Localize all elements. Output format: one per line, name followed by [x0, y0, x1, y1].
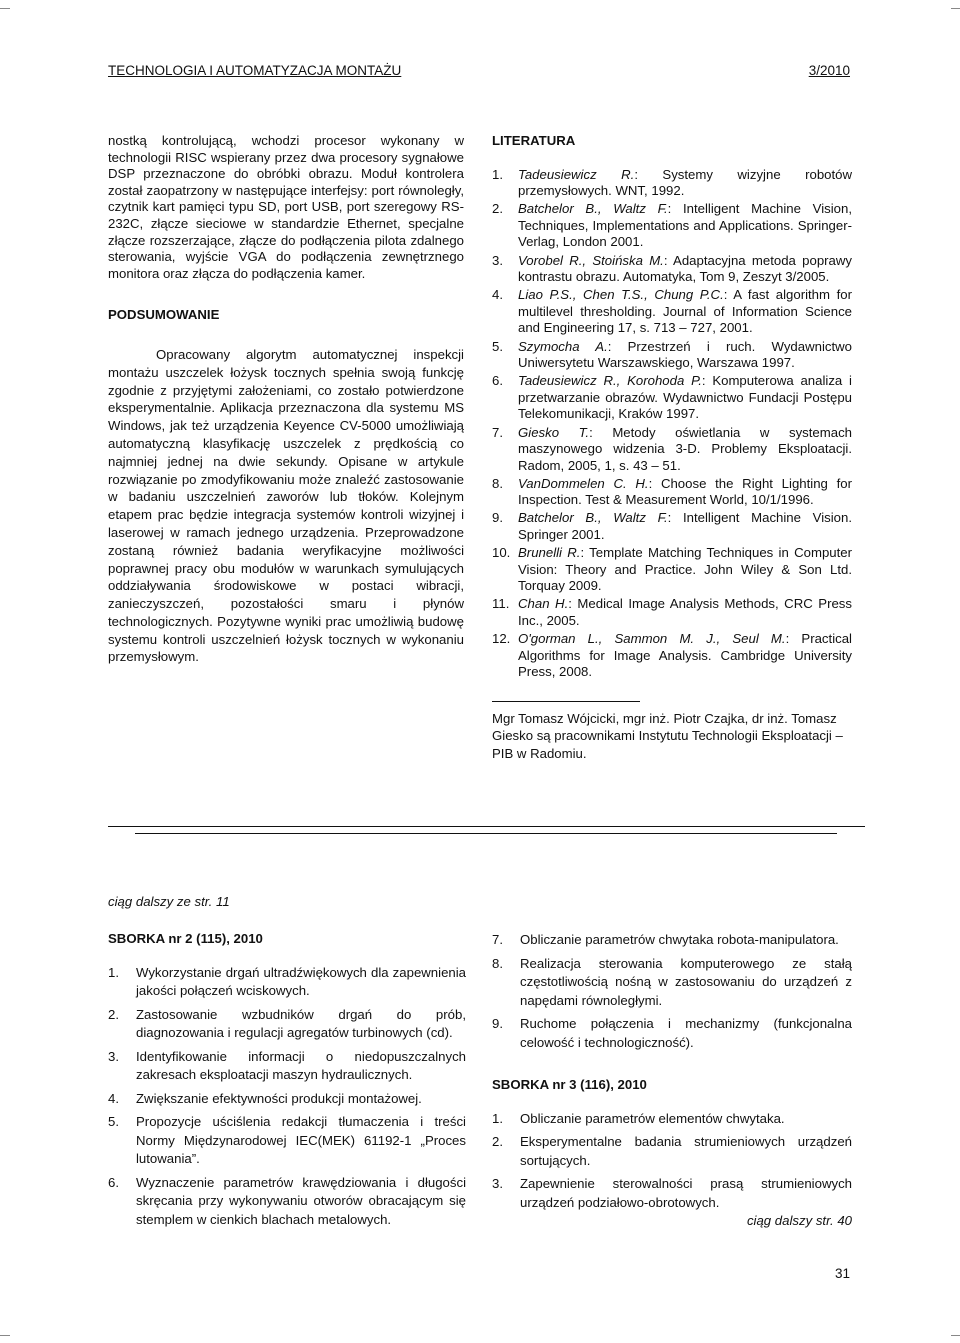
page-number: 31	[834, 1266, 850, 1281]
list-item	[108, 1048, 466, 1085]
list-item	[108, 1174, 466, 1230]
reference-authors: Tadeusiewicz R., Korohoda P.	[518, 373, 702, 389]
list-item-text: Eksperymentalne badania strumieniowych urządzeń sortujących.	[520, 1134, 852, 1168]
list-item-number: 4.	[108, 1090, 119, 1106]
list-item-number: 3.	[492, 1176, 503, 1192]
sborka-right	[492, 931, 852, 1230]
reference-number: 2.	[492, 201, 503, 217]
continued-to-note: ciąg dalszy str. 40	[746, 1213, 852, 1229]
reference-text: : Przestrzeń i ruch. Wydawnictwo Uniwersytetu Warszawskiego, Warszawa 1997.	[518, 338, 853, 371]
sborka2-list	[108, 964, 466, 1230]
sborka2-heading: SBORKA nr 2 (115), 2010	[108, 931, 263, 946]
reference-number: 8.	[492, 475, 503, 491]
reference-number: 6.	[492, 373, 503, 389]
reference-item	[492, 425, 852, 475]
reference-authors: Liao P.S., Chen T.S., Chung P.C.	[518, 287, 724, 303]
list-item-text: Wykorzystanie drgań ultradźwiękowych dla zapewnienia jakości połączeń wciskowych.	[136, 964, 466, 999]
list-item	[108, 964, 466, 1001]
reference-authors: Batchelor B., Waltz F.	[518, 201, 668, 217]
journal-title: TECHNOLOGIA I AUTOMATYZACJA MONTAŻU	[108, 63, 402, 78]
reference-item	[492, 201, 852, 251]
list-item-number: 1.	[492, 1110, 503, 1126]
reference-number: 5.	[492, 338, 503, 354]
reference-text: : Practical Algorithms for Image Analysis. Cambridge University Press, 2008.	[518, 631, 852, 680]
reference-text: : Medical Image Analysis Methods, CRC Press Inc., 2005.	[518, 596, 852, 629]
reference-authors: Chan H.	[518, 596, 569, 612]
list-item-text: Realizacja sterowania komputerowego ze stałą częstotliwością nośną w zastosowaniu do urządzeń z napędami równoległymi.	[520, 955, 852, 1008]
intro-paragraph: nostką kontrolującą, wchodzi procesor wykonany w technologii RISC wspierany przez dwa procesory sygnałowe DSP przeznaczone do obróbki obrazu. Moduł kontrolera został zaopatrzony w następujące interfejsy: port równoległy, czytnik kart pamięci typu SD, port USB, port szeregowy RS-232C, złącze sieciowe w standardzie Ethernet, specjalne złącze rozszerzające, złącze do podłączenia pilota zdalnego sterowania, wyjście VGA do podłączenia zewnętrznego monitora oraz złącza do podłączenia kamer.	[108, 133, 464, 281]
affiliation-note: Mgr Tomasz Wójcicki, mgr inż. Piotr Czajka, dr inż. Tomasz Giesko są pracownikami Instytutu Technologii Eksploatacji – PIB w Radomiu.	[492, 710, 843, 761]
reference-authors: Tadeusiewicz R.	[518, 166, 635, 182]
issue-number: 3/2010	[808, 63, 850, 78]
reference-number: 12.	[492, 631, 511, 647]
sborka2-left	[108, 931, 466, 1234]
reference-text: : Komputerowa analiza i przetwarzanie obrazów. Wydawnictwo Fundacji Postępu Telekomunikacji, Kraków 1997.	[518, 373, 852, 422]
list-item	[108, 1113, 466, 1169]
reference-number: 1.	[492, 166, 503, 182]
reference-item	[492, 253, 852, 286]
reference-authors: Szymocha A.	[518, 338, 608, 354]
references-heading: LITERATURA	[492, 133, 576, 148]
list-item-text: Zwiększanie efektywności produkcji montażowej.	[136, 1090, 422, 1106]
list-item-text: Obliczanie parametrów elementów chwytaka.	[520, 1110, 785, 1126]
list-item-number: 2.	[492, 1134, 503, 1150]
list-item-number: 3.	[108, 1048, 119, 1064]
list-item-number: 6.	[108, 1174, 119, 1190]
reference-text: : Choose the Right Lighting for Inspection. Test & Measurement World, 10/1/1996.	[518, 475, 852, 508]
sborka3-list	[492, 1110, 852, 1213]
list-item-text: Ruchome połączenia i mechanizmy (funkcjonalna celowość i technologiczność).	[520, 1016, 852, 1050]
list-item	[108, 1006, 466, 1043]
list-item	[492, 1110, 852, 1129]
reference-item	[492, 373, 852, 423]
sborka2-list-continued	[492, 931, 852, 1052]
list-item-text: Wyznaczenie parametrów krawędziowania i długości skręcania przy wykonywaniu otworów obracającym się stemplem w cienkich blachach metalowych.	[136, 1174, 466, 1227]
list-item-number: 5.	[108, 1114, 119, 1130]
reference-text: : Intelligent Machine Vision, Techniques, Implementations and Applications. Springer-Verlag, London 2001.	[518, 201, 852, 250]
reference-authors: Giesko T.	[518, 424, 590, 440]
list-item	[492, 955, 852, 1011]
summary-paragraph: Opracowany algorytm automatycznej inspekcji montażu uszczelek łożysk tocznych spełnia swoją funkcję zgodnie z przyjętymi założeniami, co zostało potwierdzone eksperymentalnie. Aplikacja przeznaczona dla systemu MS Windows, jak też urządzenia Keyence CV-5000 umożliwiają automatyczną klasyfikację uszczelek z prędkością co najmniej jednej na dwie sekundy. Opisane w artykule rozwiązanie po zmodyfikowaniu może znaleźć zastosowanie w badaniu uszczelnień zaworów lub tłoków. Kolejnym etapem prac będzie integracja systemów kontroli wizyjnej i laserowej w ramach jednego urządzenia. Przeprowadzone zostaną również badania weryfikacyjne możliwości poprawnej pracy obu modułów w warunkach symulujących oddziaływania środowiskowe w postaci wibracji, zanieczyszczeń, pozostałości smaru i płynów technologicznych. Pozytywne wyniki prac umożliwią budowę systemu kontroli uszczelnień łożysk tocznych w wykonaniu przemysłowym.	[108, 346, 464, 665]
crop-mark	[0, 1335, 10, 1336]
reference-authors: O'gorman L., Sammon M. J., Seul M.	[518, 631, 786, 647]
reference-item	[492, 631, 852, 681]
reference-text: : Systemy wizyjne robotów przemysłowych. WNT, 1992.	[518, 166, 853, 199]
reference-item	[492, 545, 852, 595]
list-item-number: 8.	[492, 955, 503, 971]
reference-authors: Vorobel R., Stoińska M.	[518, 252, 664, 268]
reference-number: 11.	[492, 596, 510, 612]
sborka3-heading: SBORKA nr 3 (116), 2010	[492, 1077, 647, 1092]
references-section	[492, 133, 852, 762]
section-heading: PODSUMOWANIE	[108, 307, 220, 323]
list-item-text: Propozycje uściślenia redakcji tłumaczenia i treści Normy Międzynarodowej IEC(MEK) 61192-1 „Proces lutowania”.	[136, 1114, 466, 1167]
reference-authors: VanDommelen C. H.	[518, 475, 649, 491]
left-column	[108, 133, 464, 666]
reference-number: 4.	[492, 287, 503, 303]
reference-text: : Adaptacyjna metoda poprawy kontrastu obrazu. Automatyka, Tom 9, Zeszyt 3/2005.	[518, 252, 852, 285]
references-list	[492, 167, 852, 681]
reference-authors: Batchelor B., Waltz F.	[518, 510, 668, 526]
list-item-text: Zapewnienie sterowalności prasą strumieniowych urządzeń podziałowo-obrotowych.	[520, 1176, 852, 1210]
affiliation-rule	[492, 701, 640, 702]
crop-mark	[0, 8, 10, 9]
reference-number: 9.	[492, 510, 503, 526]
continued-from-note: ciąg dalszy ze str. 11	[108, 894, 230, 909]
list-item-number: 9.	[492, 1016, 503, 1031]
list-item-text: Obliczanie parametrów chwytaka robota-manipulatora.	[520, 932, 839, 947]
list-item	[492, 1175, 852, 1212]
list-item-number: 7.	[492, 932, 503, 947]
reference-text: : A fast algorithm for multilevel thresholding. Journal of Information Science and Engineering 17, s. 713 – 727, 2001.	[518, 287, 852, 336]
list-item-text: Zastosowanie wzbudników drgań do prób, diagnozowania i regulacji agregatów turbinowych (cd).	[136, 1006, 466, 1041]
list-item-text: Identyfikowanie informacji o niedopuszczalnych zakresach eksploatacji maszyn hydraulicznych.	[136, 1048, 466, 1083]
separator-line	[135, 833, 837, 834]
crop-mark	[951, 1335, 960, 1336]
running-header	[108, 63, 850, 83]
reference-item	[492, 476, 852, 509]
list-item	[108, 1090, 466, 1109]
separator-line	[108, 826, 865, 827]
reference-number: 3.	[492, 252, 503, 268]
reference-text: : Template Matching Techniques in Computer Vision: Theory and Practice. John Wiley & Son Ltd. Torquay 2009.	[518, 545, 852, 594]
list-item	[492, 931, 852, 950]
reference-item	[492, 287, 852, 337]
reference-text: : Metody oświetlania w systemach maszynowego widzenia 3-D. Problemy Eksploatacji. Radom, 2005, 1, s. 43 – 51.	[518, 424, 853, 473]
list-item	[492, 1133, 852, 1170]
reference-item	[492, 510, 852, 543]
reference-number: 10.	[492, 545, 511, 561]
crop-mark	[951, 8, 960, 9]
reference-text: : Intelligent Machine Vision. Springer 2001.	[518, 510, 852, 543]
list-item-number: 1.	[108, 964, 119, 980]
reference-item	[492, 167, 852, 200]
reference-item	[492, 596, 852, 629]
list-item-number: 2.	[108, 1006, 119, 1022]
reference-number: 7.	[492, 424, 503, 440]
list-item	[492, 1015, 852, 1052]
reference-authors: Brunelli R.	[518, 545, 581, 561]
reference-item	[492, 339, 852, 372]
